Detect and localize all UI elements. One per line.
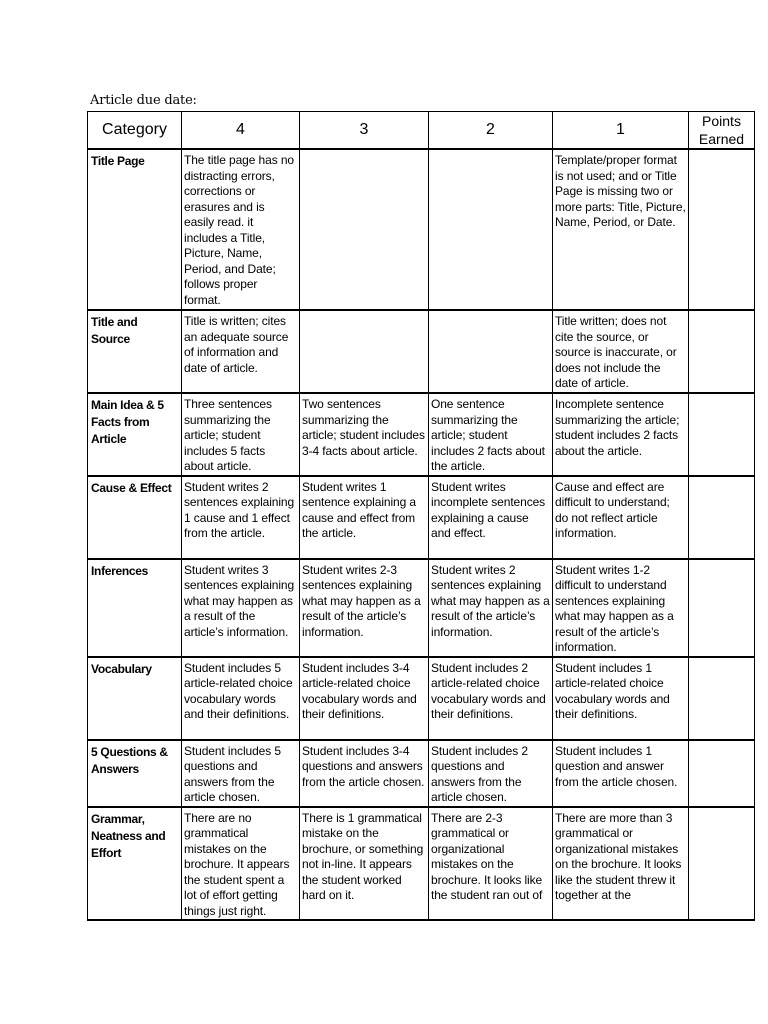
points-earned-cell[interactable] bbox=[689, 657, 755, 740]
criteria-cell-4: Student writes 2 sentences explaining 1 cause and 1 effect from the article. bbox=[182, 476, 300, 559]
table-row bbox=[88, 657, 755, 740]
criteria-cell-1: There are more than 3 grammatical or organizational mistakes on the brochure. It looks like the student threw it together at the bbox=[553, 807, 689, 921]
rubric-table bbox=[87, 111, 755, 921]
criteria-cell-4: Title is written; cites an adequate source of information and date of article. bbox=[182, 310, 300, 393]
table-row bbox=[88, 476, 755, 559]
criteria-cell-2: One sentence summarizing the article; student includes 2 facts about the article. bbox=[429, 393, 553, 476]
criteria-cell-2: Student writes 2 sentences explaining what may happen as a result of the article’s information. bbox=[429, 559, 553, 657]
points-earned-cell[interactable] bbox=[689, 807, 755, 921]
criteria-cell-1: Student includes 1 question and answer from the article chosen. bbox=[553, 740, 689, 807]
header-points-line1: Points bbox=[702, 113, 741, 129]
criteria-cell-1: Incomplete sentence summarizing the article; student includes 2 facts about the article. bbox=[553, 393, 689, 476]
points-earned-cell[interactable] bbox=[689, 740, 755, 807]
criteria-cell-3: Student writes 2-3 sentences explaining what may happen as a result of the article’s information. bbox=[300, 559, 429, 657]
table-row bbox=[88, 740, 755, 807]
header-row bbox=[88, 112, 755, 150]
points-earned-cell[interactable] bbox=[689, 393, 755, 476]
table-row bbox=[88, 149, 755, 310]
header-category: Category bbox=[88, 112, 182, 150]
criteria-cell-4: Student includes 5 article-related choice vocabulary words and their definitions. bbox=[182, 657, 300, 740]
criteria-cell-4: Three sentences summarizing the article; student includes 5 facts about article. bbox=[182, 393, 300, 476]
points-earned-cell[interactable] bbox=[689, 559, 755, 657]
criteria-cell-1: Cause and effect are difficult to understand; do not reflect article information. bbox=[553, 476, 689, 559]
header-score-4: 4 bbox=[182, 112, 300, 150]
criteria-cell-4: Student writes 3 sentences explaining what may happen as a result of the article’s information. bbox=[182, 559, 300, 657]
points-earned-cell[interactable] bbox=[689, 310, 755, 393]
criteria-cell-3 bbox=[300, 310, 429, 393]
article-due-date-label: Article due date: bbox=[90, 93, 197, 108]
criteria-cell-1: Template/proper format is not used; and or Title Page is missing two or more parts: Title, Picture, Name, Period, or Date. bbox=[553, 149, 689, 310]
table-row bbox=[88, 393, 755, 476]
criteria-cell-3: Two sentences summarizing the article; student includes 3-4 facts about article. bbox=[300, 393, 429, 476]
header-points-earned bbox=[689, 112, 755, 150]
table-row bbox=[88, 559, 755, 657]
criteria-cell-3 bbox=[300, 149, 429, 310]
criteria-cell-2: Student includes 2 article-related choice vocabulary words and their definitions. bbox=[429, 657, 553, 740]
category-vocabulary: Vocabulary bbox=[88, 657, 182, 740]
criteria-cell-2: There are 2-3 grammatical or organizational mistakes on the brochure. It looks like the student ran out of bbox=[429, 807, 553, 921]
category-main-idea: Main Idea & 5 Facts from Article bbox=[88, 393, 182, 476]
header-score-1: 1 bbox=[553, 112, 689, 150]
criteria-cell-3: Student writes 1 sentence explaining a cause and effect from the article. bbox=[300, 476, 429, 559]
criteria-cell-4: The title page has no distracting errors, corrections or erasures and is easily read. it includes a Title, Picture, Name, Period, and Date; follows proper format. bbox=[182, 149, 300, 310]
points-earned-cell[interactable] bbox=[689, 476, 755, 559]
category-inferences: Inferences bbox=[88, 559, 182, 657]
criteria-cell-2 bbox=[429, 149, 553, 310]
table-row bbox=[88, 310, 755, 393]
category-title-page: Title Page bbox=[88, 149, 182, 310]
criteria-cell-3: Student includes 3-4 article-related choice vocabulary words and their definitions. bbox=[300, 657, 429, 740]
header-score-2: 2 bbox=[429, 112, 553, 150]
category-cause-effect: Cause & Effect bbox=[88, 476, 182, 559]
criteria-cell-4: Student includes 5 questions and answers from the article chosen. bbox=[182, 740, 300, 807]
criteria-cell-3: Student includes 3-4 questions and answers from the article chosen. bbox=[300, 740, 429, 807]
criteria-cell-4: There are no grammatical mistakes on the brochure. It appears the student spent a lot of effort getting things just right. bbox=[182, 807, 300, 921]
header-points-line2: Earned bbox=[698, 131, 745, 147]
criteria-cell-3: There is 1 grammatical mistake on the brochure, or something not in-line. It appears the student worked hard on it. bbox=[300, 807, 429, 921]
points-earned-cell[interactable] bbox=[689, 149, 755, 310]
criteria-cell-2: Student includes 2 questions and answers from the article chosen. bbox=[429, 740, 553, 807]
criteria-cell-1: Student includes 1 article-related choice vocabulary words and their definitions. bbox=[553, 657, 689, 740]
criteria-cell-2: Student writes incomplete sentences explaining a cause and effect. bbox=[429, 476, 553, 559]
criteria-cell-1: Student writes 1-2 difficult to understand sentences explaining what may happen as a result of the article’s information. bbox=[553, 559, 689, 657]
header-score-3: 3 bbox=[300, 112, 429, 150]
table-row bbox=[88, 807, 755, 921]
category-grammar-neatness-effort: Grammar, Neatness and Effort bbox=[88, 807, 182, 921]
criteria-cell-2 bbox=[429, 310, 553, 393]
category-questions-answers: 5 Questions & Answers bbox=[88, 740, 182, 807]
category-title-and-source: Title and Source bbox=[88, 310, 182, 393]
criteria-cell-1: Title written; does not cite the source, or source is inaccurate, or does not include the date of article. bbox=[553, 310, 689, 393]
